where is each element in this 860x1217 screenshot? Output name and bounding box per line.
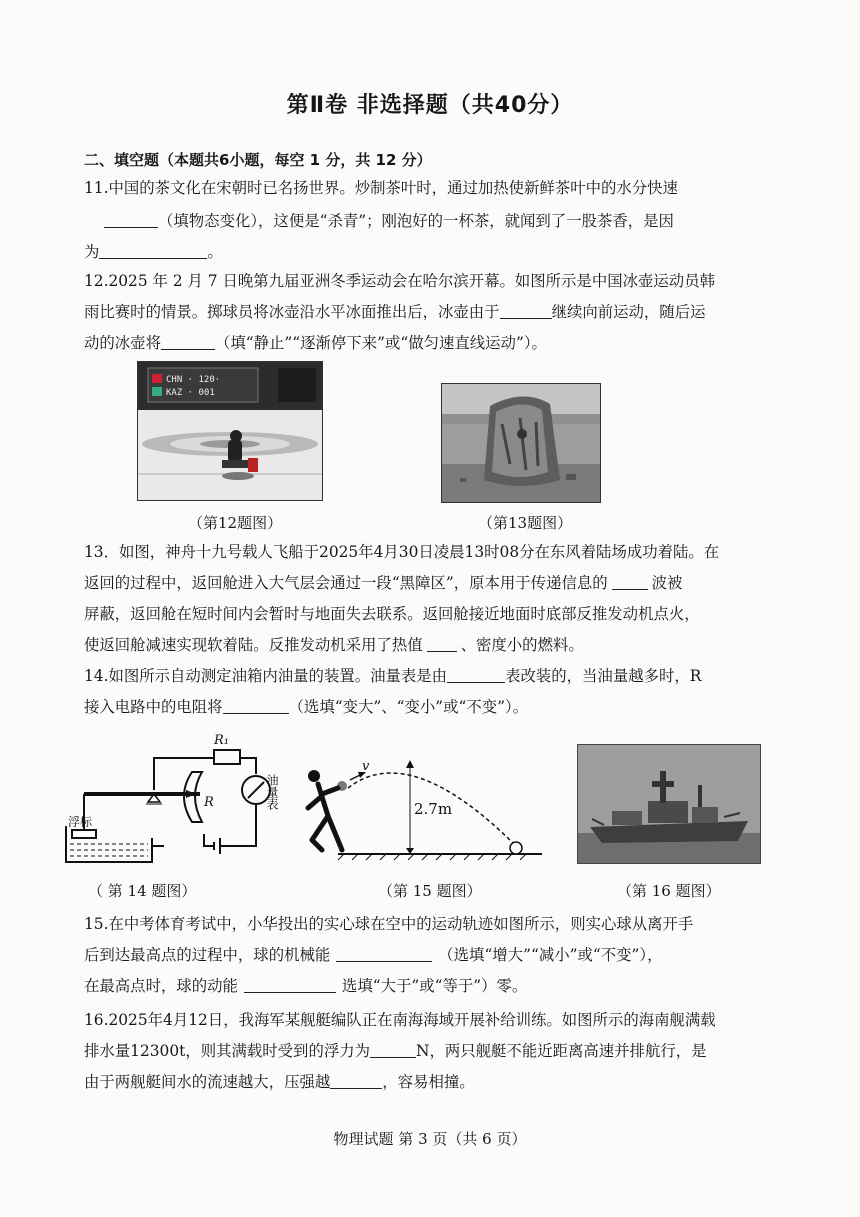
q13-line-4-a: 使返回舱减速实现软着陆。反推发动机采用了热值 xyxy=(84,636,423,654)
label-height: 2.7m xyxy=(414,800,453,818)
score-row-1: CHN · 120· xyxy=(166,375,221,385)
q13-blank-2[interactable] xyxy=(427,636,457,652)
q12-line-3-b: （填“静止”“逐渐停下来”或“做匀速直线运动”）。 xyxy=(214,334,547,352)
q12-line-2 xyxy=(84,302,796,322)
q16-blank-1[interactable] xyxy=(370,1042,416,1058)
q15-line-3 xyxy=(84,976,796,996)
q16-line-3-b: ，容易相撞。 xyxy=(382,1073,475,1091)
q14-line-2-a: 接入电路中的电阻将 xyxy=(84,698,223,716)
fig15-caption: （第 15 题图） xyxy=(378,882,482,900)
capsule-photo xyxy=(441,383,601,503)
q11-line-2-text: （填物态变化），这便是“杀青”；刚泡好的一杯茶，就闻到了一股茶香，是因 xyxy=(158,212,674,230)
q12-line-1: 12.2025 年 2 月 7 日晚第九届亚洲冬季运动会在哈尔滨开幕。如图所示是中国冰壶运动员韩 xyxy=(84,272,715,290)
q16-blank-2[interactable] xyxy=(330,1073,382,1089)
q11-line-2 xyxy=(104,211,816,231)
q13-line-4 xyxy=(84,635,796,655)
q15-line-3-a: 在最高点时，球的动能 xyxy=(84,977,238,995)
q15-blank-1[interactable] xyxy=(336,946,432,962)
q16-line-1: 16.2025年4月12日，我海军某舰艇编队正在南海海域开展补给训练。如图所示的海南舰满载 xyxy=(84,1011,716,1029)
q16-line-3-a: 由于两舰艇间水的流速越大，压强越 xyxy=(84,1073,331,1091)
q12-line-2-b: 继续向前运动，随后运 xyxy=(551,303,706,321)
q15-line-1: 15.在中考体育考试中，小华投出的实心球在空中的运动轨迹如图所示，则实心球从离开手 xyxy=(84,915,694,933)
q13-blank-1[interactable] xyxy=(612,574,648,590)
fig16-caption: （第 16 题图） xyxy=(617,882,721,900)
q12-line-3 xyxy=(84,333,796,353)
score-row-2: KAZ · 001 xyxy=(166,388,215,398)
shotput-diagram xyxy=(298,754,546,864)
q13-line-2-b: 波被 xyxy=(651,574,683,592)
q14-blank-2[interactable] xyxy=(223,698,289,714)
q12-line-3-a: 动的冰壶将 xyxy=(84,334,161,352)
oil-gauge-diagram xyxy=(64,730,298,878)
q16-line-2 xyxy=(84,1041,796,1061)
page-footer: 物理试题 第 3 页（共 6 页） xyxy=(333,1130,527,1148)
page-title: 第Ⅱ卷 非选择题（共40分） xyxy=(286,93,574,118)
q14-line-1 xyxy=(84,666,796,686)
label-r1: R₁ xyxy=(214,733,229,748)
q16-line-2-a: 排水量12300t，则其满载时受到的浮力为 xyxy=(84,1042,371,1060)
q14-line-1-b: 表改装的，当油量越多时，R xyxy=(505,667,702,685)
warship-photo xyxy=(577,744,761,864)
q13-line-1: 13．如图，神舟十九号载人飞船于2025年4月30日凌晨13时08分在东风着陆场成功着陆。在 xyxy=(84,543,720,561)
q11-blank-1[interactable] xyxy=(104,212,158,228)
q11-line-3-tail: 。 xyxy=(207,243,223,261)
section-heading: 二、填空题（本题共6小题，每空 1 分，共 12 分） xyxy=(84,151,432,169)
fig13-caption: （第13题图） xyxy=(478,514,573,532)
q14-blank-1[interactable] xyxy=(447,667,505,683)
label-meter: 油量表 xyxy=(265,774,279,810)
q15-blank-2[interactable] xyxy=(244,977,336,993)
q11-line-1: 11.中国的茶文化在宋朝时已名扬世界。炒制茶叶时，通过加热使新鲜茶叶中的水分快速 xyxy=(84,179,678,197)
q11-line-3 xyxy=(84,242,796,262)
q13-line-4-b: 、密度小的燃料。 xyxy=(460,636,584,654)
label-float: 浮标 xyxy=(68,815,93,829)
label-r: R xyxy=(204,795,214,810)
q12-blank-1[interactable] xyxy=(500,303,552,319)
q11-line-3-head: 为 xyxy=(84,243,100,261)
q15-line-2 xyxy=(84,945,796,965)
q15-line-2-a: 后到达最高点的过程中，球的机械能 xyxy=(84,946,331,964)
q16-line-2-b: N，两只舰艇不能近距离高速并排航行，是 xyxy=(416,1042,707,1060)
fig14-caption: （ 第 14 题图） xyxy=(88,882,197,900)
q16-line-3 xyxy=(84,1072,796,1092)
curling-photo xyxy=(137,361,323,501)
q12-blank-2[interactable] xyxy=(161,334,215,350)
q15-line-2-b: （选填“增大”“减小”或“不变”）， xyxy=(438,946,663,964)
q13-line-2 xyxy=(84,573,796,593)
q14-line-2-b: （选填“变大”、“变小”或“不变”）。 xyxy=(288,698,529,716)
q12-line-2-a: 雨比赛时的情景。掷球员将冰壶沿水平冰面推出后，冰壶由于 xyxy=(84,303,500,321)
q11-blank-2[interactable] xyxy=(99,243,207,259)
q13-line-2-a: 返回的过程中，返回舱进入大气层会通过一段“黑障区”，原本用于传递信息的 xyxy=(84,574,608,592)
q14-line-1-a: 14.如图所示自动测定油箱内油量的装置。油量表是由 xyxy=(84,667,448,685)
label-velocity: v xyxy=(362,759,370,774)
fig12-caption: （第12题图） xyxy=(188,514,283,532)
q15-line-3-b: 选填“大于”或“等于”）零。 xyxy=(341,977,528,995)
q14-line-2 xyxy=(84,697,796,717)
q13-line-3: 屏蔽，返回舱在短时间内会暂时与地面失去联系。返回舱接近地面时底部反推发动机点火， xyxy=(84,605,700,623)
